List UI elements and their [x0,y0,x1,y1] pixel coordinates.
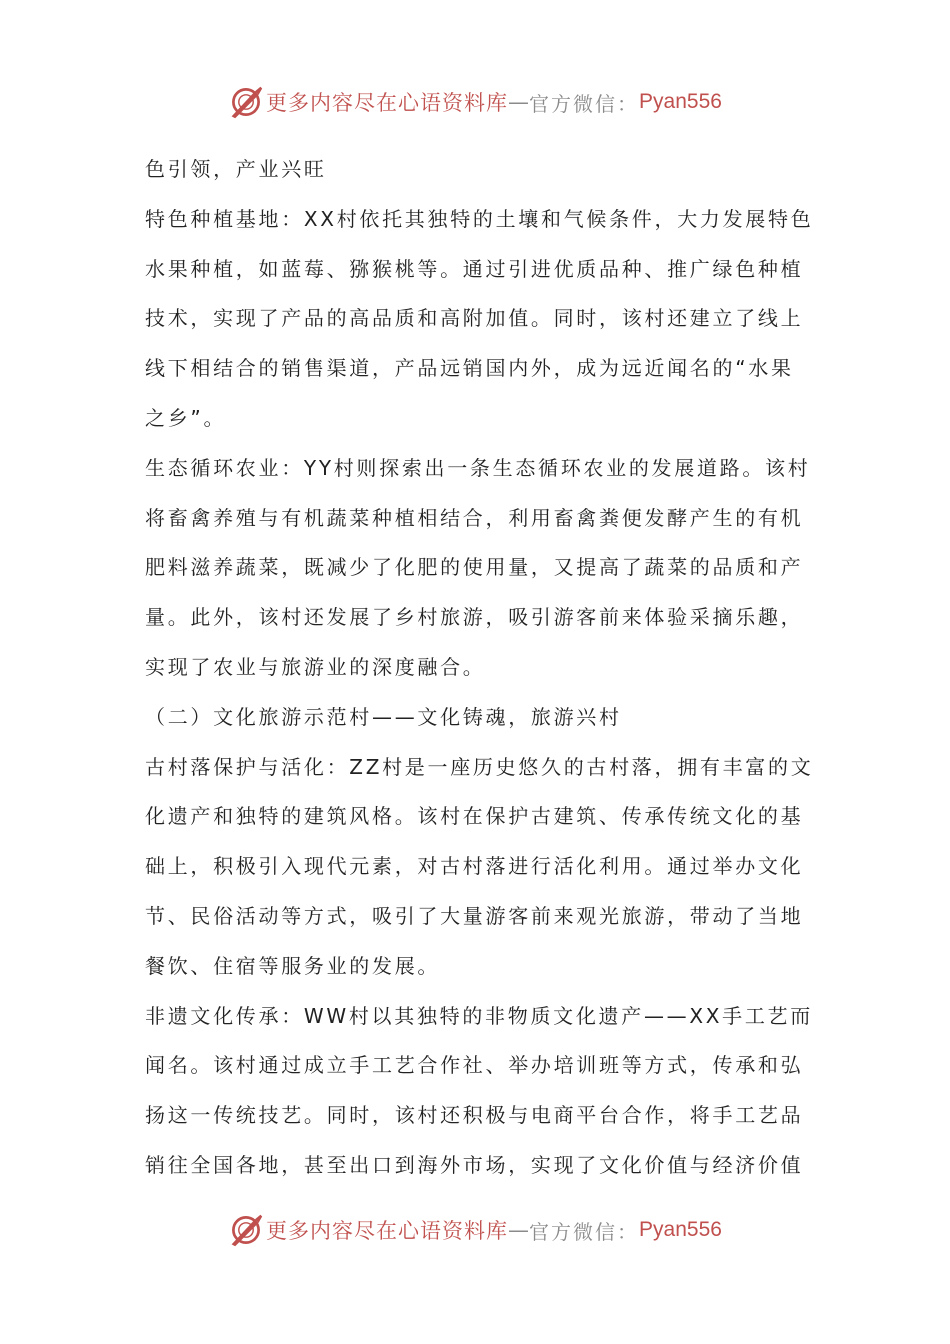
banner-contact-label: 官方微信： [529,91,640,116]
body-line: 节、民俗活动等方式，吸引了大量游客前来观光旅游，带动了当地 [145,903,804,928]
pen-logo-icon [228,1212,264,1248]
body-line: 水果种植，如蓝莓、猕猴桃等。通过引进优质品种、推广绿色种植 [145,256,804,281]
body-line: 肥料滋养蔬菜，既减少了化肥的使用量，又提高了蔬菜的品质和产 [145,555,804,580]
section-heading: （二）文化旅游示范村——文化铸魂，旅游兴村 [145,704,622,729]
document-body [145,145,814,1191]
body-line: 线下相结合的销售渠道，产品远销国内外，成为远近闻名的“水果 [145,356,794,381]
banner-title: 更多内容尽在心语资料库 [266,91,509,115]
body-line: 技术，实现了产品的高品质和高附加值。同时，该村还建立了线上 [145,306,804,331]
body-line: 扬这一传统技艺。同时，该村还积极与电商平台合作，将手工艺品 [145,1103,804,1128]
banner-separator: — [508,1218,530,1242]
body-line: 实现了农业与旅游业的深度融合。 [145,654,486,679]
body-line: 之乡”。 [145,405,227,430]
footer-banner [0,1208,950,1252]
header-banner [0,80,950,124]
body-line: 将畜禽养殖与有机蔬菜种植相结合，利用畜禽粪便发酵产生的有机 [145,505,804,530]
body-line: 色引领，产业兴旺 [145,157,327,181]
banner-contact-label: 官方微信： [529,1219,640,1244]
body-line: 化遗产和独特的建筑风格。该村在保护古建筑、传承传统文化的基 [145,804,804,829]
body-line: 础上，积极引入现代元素，对古村落进行活化利用。通过举办文化 [145,854,804,879]
banner-title: 更多内容尽在心语资料库 [266,1219,509,1243]
body-line: 生态循环农业：YY村则探索出一条生态循环农业的发展道路。该村 [145,455,811,480]
banner-separator: — [508,90,530,114]
body-line: 闻名。该村通过成立手工艺合作社、举办培训班等方式，传承和弘 [145,1053,804,1078]
body-line: 古村落保护与活化：ZZ村是一座历史悠久的古村落，拥有丰富的文 [145,754,814,779]
body-line: 餐饮、住宿等服务业的发展。 [145,953,441,978]
banner-handle: Pyan556 [639,90,722,113]
body-line: 非遗文化传承：WW村以其独特的非物质文化遗产——XX手工艺而 [145,1003,813,1028]
body-line: 销往全国各地，甚至出口到海外市场，实现了文化价值与经济价值 [145,1152,804,1177]
body-line: 特色种植基地：XX村依托其独特的土壤和气候条件，大力发展特色 [145,206,814,231]
banner-handle: Pyan556 [639,1218,722,1241]
body-line: 量。此外，该村还发展了乡村旅游，吸引游客前来体验采摘乐趣， [145,605,804,630]
pen-logo-icon [228,84,264,120]
